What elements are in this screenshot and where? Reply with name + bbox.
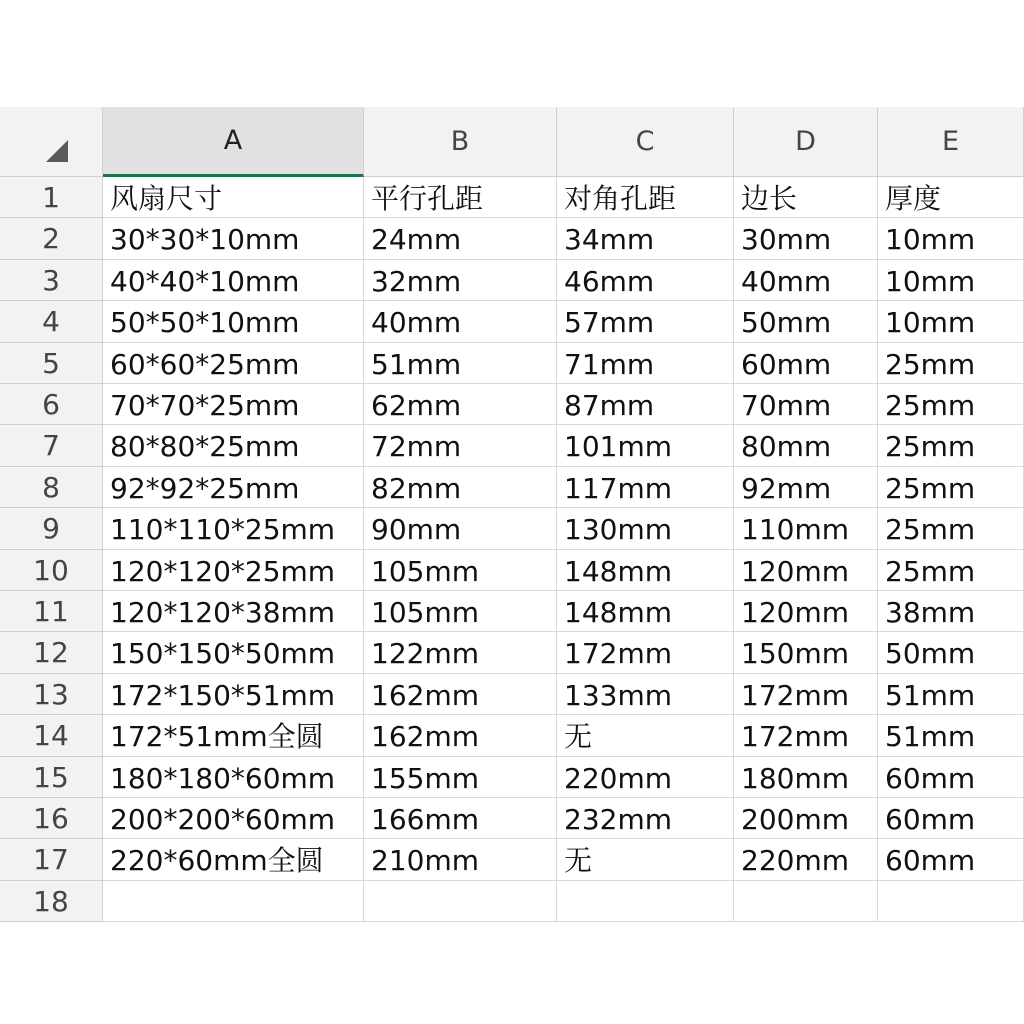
row-header-16[interactable]: 16: [0, 798, 103, 839]
row-header-15[interactable]: 15: [0, 757, 103, 798]
cell-a8[interactable]: 92*92*25mm: [103, 467, 364, 508]
cell-a16[interactable]: 200*200*60mm: [103, 798, 364, 839]
cell-a15[interactable]: 180*180*60mm: [103, 757, 364, 798]
cell-c9[interactable]: 130mm: [557, 508, 734, 550]
cell-b4[interactable]: 40mm: [364, 301, 557, 343]
cell-e6[interactable]: 25mm: [878, 384, 1024, 425]
cell-b18[interactable]: [364, 881, 557, 922]
cell-b16[interactable]: 166mm: [364, 798, 557, 839]
cell-b7[interactable]: 72mm: [364, 425, 557, 467]
cell-c10[interactable]: 148mm: [557, 550, 734, 591]
row-header-9[interactable]: 9: [0, 508, 103, 550]
cell-d3[interactable]: 40mm: [734, 260, 878, 301]
cell-e17[interactable]: 60mm: [878, 839, 1024, 881]
row-header-4[interactable]: 4: [0, 301, 103, 343]
cell-b3[interactable]: 32mm: [364, 260, 557, 301]
cell-b12[interactable]: 122mm: [364, 632, 557, 674]
cell-b6[interactable]: 62mm: [364, 384, 557, 425]
cell-c7[interactable]: 101mm: [557, 425, 734, 467]
select-all-triangle-icon: [46, 140, 68, 162]
cell-c1[interactable]: 对角孔距: [557, 177, 734, 218]
cell-c13[interactable]: 133mm: [557, 674, 734, 715]
cell-e15[interactable]: 60mm: [878, 757, 1024, 798]
cell-b1[interactable]: 平行孔距: [364, 177, 557, 218]
cell-e2[interactable]: 10mm: [878, 218, 1024, 260]
cell-e16[interactable]: 60mm: [878, 798, 1024, 839]
row-header-5[interactable]: 5: [0, 343, 103, 384]
cell-a12[interactable]: 150*150*50mm: [103, 632, 364, 674]
cell-d10[interactable]: 120mm: [734, 550, 878, 591]
cell-e14[interactable]: 51mm: [878, 715, 1024, 757]
row-header-10[interactable]: 10: [0, 550, 103, 591]
cell-d5[interactable]: 60mm: [734, 343, 878, 384]
row-header-17[interactable]: 17: [0, 839, 103, 881]
row-header-18[interactable]: 18: [0, 881, 103, 922]
cell-e4[interactable]: 10mm: [878, 301, 1024, 343]
row-header-1[interactable]: 1: [0, 177, 103, 218]
cell-a18[interactable]: [103, 881, 364, 922]
cell-e13[interactable]: 51mm: [878, 674, 1024, 715]
cell-b14[interactable]: 162mm: [364, 715, 557, 757]
cell-c5[interactable]: 71mm: [557, 343, 734, 384]
cell-c14[interactable]: 无: [557, 715, 734, 757]
row-header-7[interactable]: 7: [0, 425, 103, 467]
cell-d8[interactable]: 92mm: [734, 467, 878, 508]
row-header-14[interactable]: 14: [0, 715, 103, 757]
row-header-3[interactable]: 3: [0, 260, 103, 301]
cell-a11[interactable]: 120*120*38mm: [103, 591, 364, 632]
cell-d13[interactable]: 172mm: [734, 674, 878, 715]
cell-d1[interactable]: 边长: [734, 177, 878, 218]
cell-e10[interactable]: 25mm: [878, 550, 1024, 591]
cell-c17[interactable]: 无: [557, 839, 734, 881]
cell-a10[interactable]: 120*120*25mm: [103, 550, 364, 591]
cell-b15[interactable]: 155mm: [364, 757, 557, 798]
cell-c2[interactable]: 34mm: [557, 218, 734, 260]
cell-a17[interactable]: 220*60mm全圆: [103, 839, 364, 881]
cell-a14[interactable]: 172*51mm全圆: [103, 715, 364, 757]
row-header-12[interactable]: 12: [0, 632, 103, 674]
cell-a1[interactable]: 风扇尺寸: [103, 177, 364, 218]
cell-e9[interactable]: 25mm: [878, 508, 1024, 550]
column-header-b[interactable]: B: [364, 107, 557, 177]
cell-c18[interactable]: [557, 881, 734, 922]
cell-b9[interactable]: 90mm: [364, 508, 557, 550]
cell-c6[interactable]: 87mm: [557, 384, 734, 425]
cell-d2[interactable]: 30mm: [734, 218, 878, 260]
cell-d15[interactable]: 180mm: [734, 757, 878, 798]
cell-c8[interactable]: 117mm: [557, 467, 734, 508]
cell-e5[interactable]: 25mm: [878, 343, 1024, 384]
cell-b5[interactable]: 51mm: [364, 343, 557, 384]
cell-a7[interactable]: 80*80*25mm: [103, 425, 364, 467]
cell-d4[interactable]: 50mm: [734, 301, 878, 343]
cell-d16[interactable]: 200mm: [734, 798, 878, 839]
row-header-6[interactable]: 6: [0, 384, 103, 425]
cell-b13[interactable]: 162mm: [364, 674, 557, 715]
column-header-a[interactable]: A: [103, 107, 364, 177]
cell-c11[interactable]: 148mm: [557, 591, 734, 632]
cell-d6[interactable]: 70mm: [734, 384, 878, 425]
row-header-11[interactable]: 11: [0, 591, 103, 632]
select-all-button[interactable]: [0, 107, 103, 177]
row-header-8[interactable]: 8: [0, 467, 103, 508]
cell-e8[interactable]: 25mm: [878, 467, 1024, 508]
cell-c4[interactable]: 57mm: [557, 301, 734, 343]
column-header-c[interactable]: C: [557, 107, 734, 177]
column-header-d[interactable]: D: [734, 107, 878, 177]
cell-b17[interactable]: 210mm: [364, 839, 557, 881]
cell-d18[interactable]: [734, 881, 878, 922]
cell-e1[interactable]: 厚度: [878, 177, 1024, 218]
cell-a13[interactable]: 172*150*51mm: [103, 674, 364, 715]
row-header-2[interactable]: 2: [0, 218, 103, 260]
cell-e12[interactable]: 50mm: [878, 632, 1024, 674]
cell-a3[interactable]: 40*40*10mm: [103, 260, 364, 301]
column-header-e[interactable]: E: [878, 107, 1024, 177]
cell-b10[interactable]: 105mm: [364, 550, 557, 591]
cell-d17[interactable]: 220mm: [734, 839, 878, 881]
cell-e18[interactable]: [878, 881, 1024, 922]
cell-e7[interactable]: 25mm: [878, 425, 1024, 467]
spreadsheet-grid: [0, 107, 1024, 917]
cell-c15[interactable]: 220mm: [557, 757, 734, 798]
cell-b8[interactable]: 82mm: [364, 467, 557, 508]
cell-e3[interactable]: 10mm: [878, 260, 1024, 301]
cell-b11[interactable]: 105mm: [364, 591, 557, 632]
cell-d12[interactable]: 150mm: [734, 632, 878, 674]
cell-c12[interactable]: 172mm: [557, 632, 734, 674]
cell-d11[interactable]: 120mm: [734, 591, 878, 632]
cell-e11[interactable]: 38mm: [878, 591, 1024, 632]
cell-a5[interactable]: 60*60*25mm: [103, 343, 364, 384]
cell-a4[interactable]: 50*50*10mm: [103, 301, 364, 343]
cell-a6[interactable]: 70*70*25mm: [103, 384, 364, 425]
cell-a2[interactable]: 30*30*10mm: [103, 218, 364, 260]
cell-d7[interactable]: 80mm: [734, 425, 878, 467]
cell-a9[interactable]: 110*110*25mm: [103, 508, 364, 550]
cell-d9[interactable]: 110mm: [734, 508, 878, 550]
row-header-13[interactable]: 13: [0, 674, 103, 715]
cell-b2[interactable]: 24mm: [364, 218, 557, 260]
cell-d14[interactable]: 172mm: [734, 715, 878, 757]
cell-c16[interactable]: 232mm: [557, 798, 734, 839]
cell-c3[interactable]: 46mm: [557, 260, 734, 301]
